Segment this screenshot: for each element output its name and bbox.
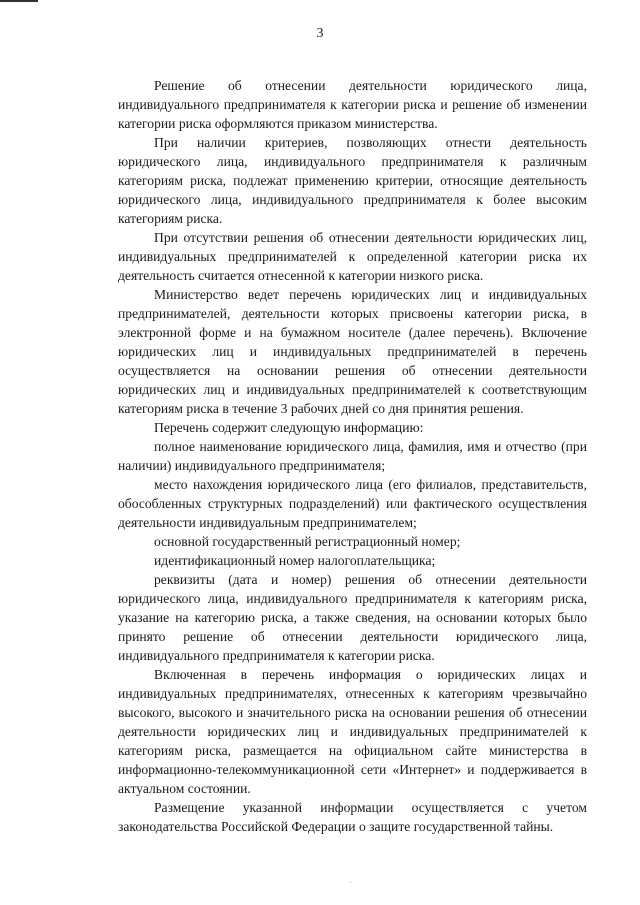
footer-mark: · [349, 878, 352, 887]
list-item: идентификационный номер налогоплательщика; [154, 553, 436, 568]
corner-mark [0, 0, 38, 2]
paragraph: Включенная в перечень информация о юридических лицах и индивидуальных предпринимателях, отнесенных к категориям чрезвычайно высокого, высокого и значительного риска на основании решения об отнесении деятельности юридических лиц и индивидуальных предпринимателей к категориям риска, размещается на официальном сайте министерства в информационно-телекоммуникационной сети «Интернет» и поддерживается в актуальном состоянии. [118, 667, 587, 796]
paragraph: Решение об отнесении деятельности юридического лица, индивидуального предпринимателя к категории риска и решение об изменении категории риска оформляются приказом министерства. [118, 78, 587, 131]
paragraph: При отсутствии решения об отнесении деятельности юридических лиц, индивидуальных предпринимателей к определенной категории риска их деятельность считается отнесенной к категории низкого риска. [118, 230, 587, 283]
list-item: реквизиты (дата и номер) решения об отнесении деятельности юридического лица, индивидуального предпринимателя к категориям риска, указание на категорию риска, а также сведения, на основании которых было принято решение об отнесении деятельности юридического лица, индивидуального предпринимателя к категории риска. [118, 572, 587, 663]
list-item: место нахождения юридического лица (его филиалов, представительств, обособленных структурных подразделений) или фактического осуществления деятельности индивидуальным предпринимателем; [118, 477, 587, 530]
paragraph: Перечень содержит следующую информацию: [154, 420, 424, 435]
list-item: основной государственный регистрационный номер; [154, 534, 461, 549]
paragraph: При наличии критериев, позволяющих отнести деятельность юридического лица, индивидуального предпринимателя к различным категориям риска, подлежат применению критерии, относящие деятельность юридического лица, индивидуального предпринимателя к более высоким категориям риска. [118, 135, 587, 226]
paragraph: Размещение указанной информации осуществляется с учетом законодательства Российской Федерации о защите государственной тайны. [118, 800, 587, 834]
list-item: полное наименование юридического лица, фамилия, имя и отчество (при наличии) индивидуального предпринимателя; [118, 439, 587, 473]
page-number: 3 [316, 26, 324, 41]
document-body [118, 76, 587, 836]
paragraph: Министерство ведет перечень юридических лиц и индивидуальных предпринимателей, деятельности которых присвоены категории риска, в электронной форме и на бумажном носителе (далее перечень). Включение юридических лиц и индивидуальных предпринимателей в перечень осуществляется на основании решения об отнесении деятельности юридических лиц и индивидуальных предпринимателей к соответствующим категориям риска в течение 3 рабочих дней со дня принятия решения. [118, 287, 587, 416]
